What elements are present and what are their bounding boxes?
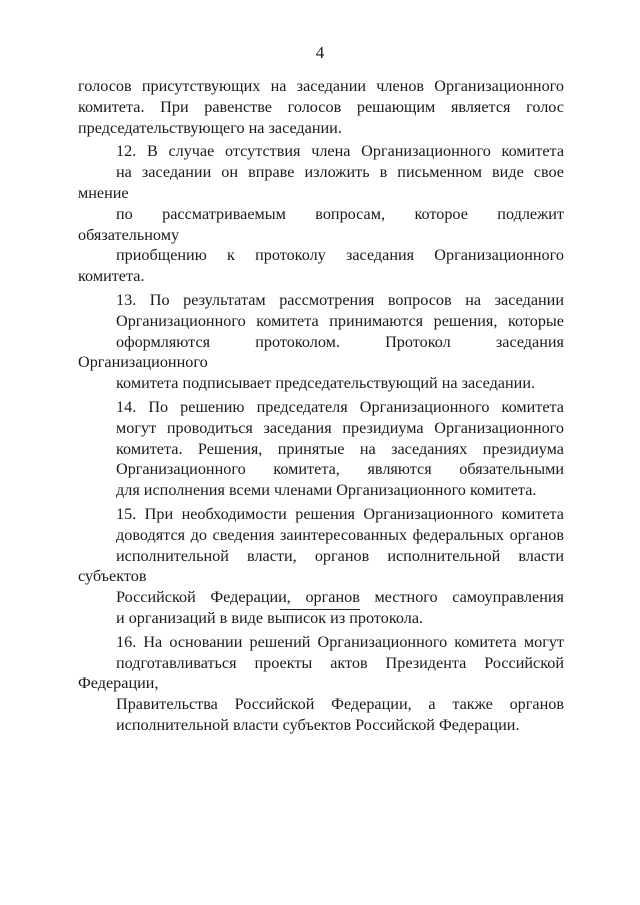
text-line: комитета. Решения, принятые на заседаниях президиума (116, 439, 564, 458)
text-line: по рассматриваемым вопросам, которое подлежит обязательному (78, 204, 564, 244)
paragraph (78, 632, 564, 736)
text-line: Организационного комитета принимаются решения, которые (116, 311, 564, 330)
text-line: Российской Федерации, органов местного самоуправления (116, 588, 564, 607)
text-line: и организаций в виде выписок из протокола. (116, 608, 424, 627)
text-line: 16. На основании решений Организационного комитета могут (116, 632, 564, 651)
paragraph (78, 290, 564, 394)
text-line: председательствующего на заседании. (78, 118, 342, 137)
document-body (78, 76, 564, 739)
text-line: Правительства Российской Федерации, а также органов (116, 695, 564, 714)
text-line: исполнительной власти субъектов Российской Федерации. (116, 715, 520, 734)
text-line: комитета. При равенстве голосов решающим является голос (78, 97, 564, 116)
text-line: голосов присутствующих на заседании членов Организационного (78, 77, 564, 95)
text-line: для исполнения всеми членами Организационного комитета. (116, 481, 537, 500)
paragraph (78, 397, 564, 501)
paragraph (78, 504, 564, 629)
text-line: подготавливаться проекты актов Президента Российской Федерации, (78, 653, 564, 693)
text-line: 12. В случае отсутствия члена Организационного комитета (116, 142, 564, 161)
text-line: 13. По результатам рассмотрения вопросов на заседании (116, 290, 564, 309)
text-line: комитета подписывает председательствующий на заседании. (116, 374, 536, 393)
end-separator-line (280, 609, 360, 610)
paragraph (78, 76, 564, 138)
text-line: оформляются протоколом. Протокол заседания Организационного (78, 332, 564, 372)
text-line: 15. При необходимости решения Организационного комитета (116, 504, 564, 523)
text-line: исполнительной власти, органов исполнительной власти субъектов (78, 546, 564, 586)
text-line: приобщению к протоколу заседания Организационного комитета. (78, 246, 564, 286)
text-line: доводятся до сведения заинтересованных федеральных органов (116, 525, 564, 544)
text-line: Организационного комитета, являются обязательными (116, 460, 564, 479)
page-number: 4 (315, 43, 325, 62)
text-line: 14. По решению председателя Организационного комитета (116, 397, 564, 416)
text-line: на заседании он вправе изложить в письменном виде свое мнение (78, 163, 564, 202)
paragraph (78, 141, 564, 287)
text-line: могут проводиться заседания президиума Организационного (116, 418, 564, 437)
